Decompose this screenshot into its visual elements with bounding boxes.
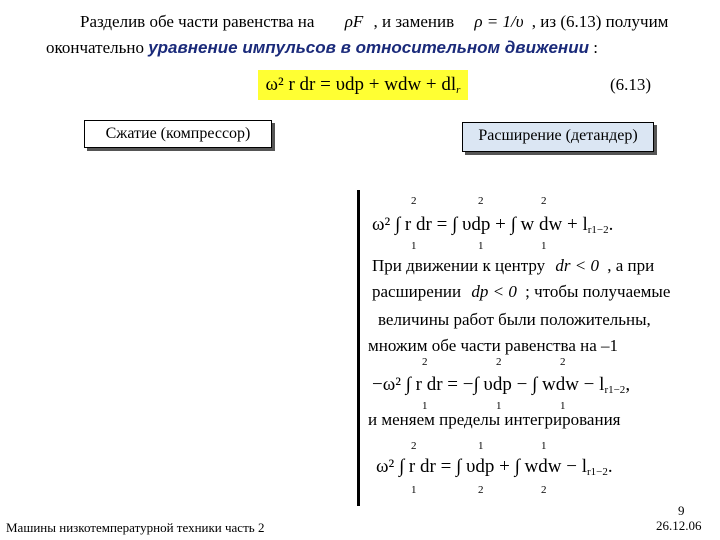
text2-a: расширении [372, 282, 462, 301]
intro-line-1 [80, 12, 668, 32]
eq1-sub: r1−2 [587, 224, 609, 236]
eq1-lim-top-1: 2 [411, 195, 417, 207]
intro-line-2 [46, 38, 598, 58]
eq3-sub: r1−2 [587, 466, 608, 478]
eq2-lim-top-2: 2 [496, 356, 502, 368]
footer-page-number: 9 [678, 503, 685, 518]
expansion-text-5: и меняем пределы интегрирования [368, 410, 621, 429]
eq3-lim-bot-1: 1 [411, 484, 417, 496]
eq1-mid: = ∫ υdp + ∫ w dw + l [436, 214, 588, 235]
main-formula-text: ω² r dr = υdp + wdw + dl [265, 74, 457, 95]
eq3-lim-top-2: 1 [478, 440, 484, 452]
dr-condition: dr < 0 [555, 256, 600, 275]
intro-colon: : [593, 38, 598, 57]
equation-title: уравнение импульсов в относительном движении [148, 38, 589, 57]
eq2-sub: r1−2 [604, 384, 626, 396]
expansion-text-1 [372, 256, 654, 276]
eq1-lhs: ω² ∫ r dr [372, 214, 432, 235]
dp-condition: dp < 0 [471, 282, 517, 301]
eq2-lim-top-1: 2 [422, 356, 428, 368]
compression-label: Сжатие (компрессор) [105, 125, 251, 142]
eq3-mid: = ∫ υdp + ∫ wdw − l [440, 456, 587, 477]
eq2-end: , [625, 374, 631, 395]
rho-formula: ρ = 1/υ [474, 12, 524, 31]
eq1-lim-bot-2: 1 [478, 240, 484, 252]
eq1-lim-bot-3: 1 [541, 240, 547, 252]
text1-a: При движении к центру [372, 256, 546, 275]
eq2-lim-top-3: 2 [560, 356, 566, 368]
main-formula-sub: r [456, 84, 461, 96]
eq2-lhs: −ω² ∫ r dr [372, 374, 443, 395]
rho-f-formula: ρF [344, 12, 364, 31]
eq2-lim-bot-2: 1 [496, 400, 502, 412]
eq2-mid: = −∫ υdp − ∫ wdw − l [447, 374, 605, 395]
text1-b: , а при [607, 256, 655, 275]
eq3-lim-top-3: 1 [541, 440, 547, 452]
eq3-lim-top-1: 2 [411, 440, 417, 452]
eq1-end: . [608, 214, 614, 235]
intro-text-b: , и заменив [373, 12, 455, 31]
main-formula [258, 70, 468, 100]
expansion-text-4: множим обе части равенства на –1 [368, 336, 619, 355]
equation-1 [372, 200, 613, 250]
eq3-end: . [607, 456, 613, 477]
eq2-lim-bot-1: 1 [422, 400, 428, 412]
eq3-lim-bot-2: 2 [478, 484, 484, 496]
vertical-divider [357, 190, 360, 506]
compression-button[interactable] [84, 120, 272, 148]
eq3-lim-bot-3: 2 [541, 484, 547, 496]
intro-text-final: окончательно [46, 38, 144, 57]
intro-text-c: , из (6.13) получим [531, 12, 669, 31]
intro-text-a: Разделив обе части равенства на [80, 12, 315, 31]
text2-b: ; чтобы получаемые [525, 282, 671, 301]
eq1-lim-top-2: 2 [478, 195, 484, 207]
expansion-text-3: величины работ были положительны, [378, 310, 651, 329]
eq1-lim-top-3: 2 [541, 195, 547, 207]
eq1-lim-bot-1: 1 [411, 240, 417, 252]
footer-date: 26.12.06 [656, 518, 702, 533]
formula-number: (6.13) [610, 75, 652, 94]
expansion-text-2 [372, 282, 670, 302]
expansion-button[interactable] [462, 122, 654, 152]
eq2-lim-bot-3: 1 [560, 400, 566, 412]
expansion-label: Расширение (детандер) [478, 127, 638, 144]
eq3-lhs: ω² ∫ r dr [376, 456, 436, 477]
footer-course: Машины низкотемпературной техники часть 2 [6, 520, 265, 535]
